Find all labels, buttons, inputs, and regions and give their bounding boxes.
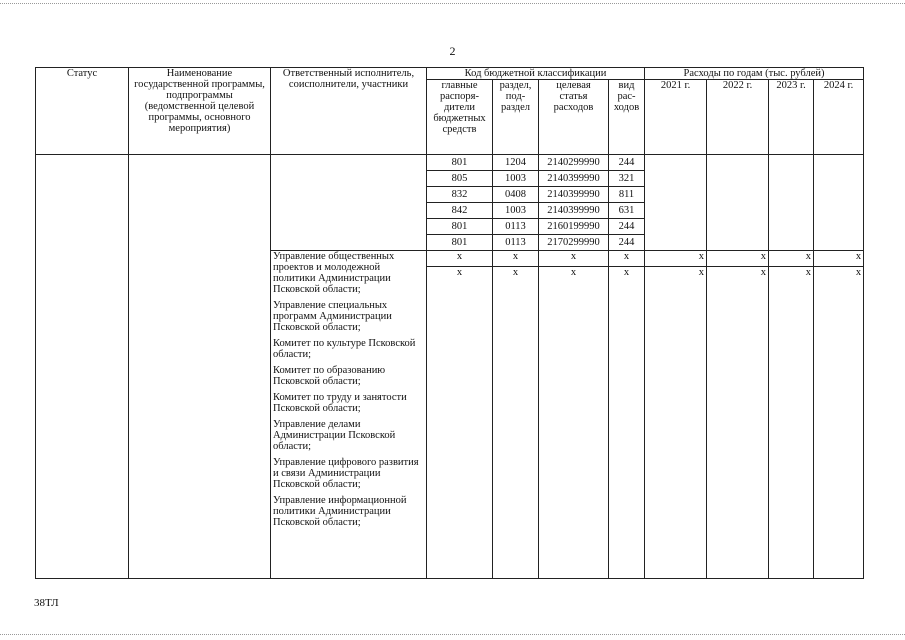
x-mark-2024: x [814,267,864,579]
x-mark-section: x [493,251,539,267]
header-responsible: Ответственный исполнитель, соисполнители, участники [271,68,427,155]
executor-item: Управление цифрового развития и связи Администрации Псковской области; [273,457,419,490]
footer-code: 38ТЛ [34,597,59,609]
year-2024-cell [814,155,864,251]
x-mark-2023: x [769,251,814,267]
x-mark-2023: x [769,267,814,579]
executor-item: Комитет по труду и занятости Псковской области; [273,392,407,414]
header-status: Статус [36,68,129,155]
type-cell: 244 [609,219,645,235]
header-expenses: Расходы по годам (тыс. рублей) [645,68,864,80]
section-cell: 0113 [493,235,539,251]
year-2023-cell [769,155,814,251]
section-cell: 1204 [493,155,539,171]
status-cell [36,155,129,579]
grbs-cell: 801 [427,219,493,235]
header-year-2022: 2022 г. [707,80,769,155]
target-cell: 2140399990 [539,187,609,203]
executor-item: Комитет по культуре Псковской области; [273,338,416,360]
section-cell: 1003 [493,171,539,187]
header-target: целевая статья расходов [539,80,609,155]
header-grbs: главные распоря-дители бюджетных средств [427,80,493,155]
x-mark-target: x [539,251,609,267]
target-cell: 2160199990 [539,219,609,235]
executor-item: Управление информационной политики Администрации Псковской области; [273,495,407,528]
x-mark-type: x [609,251,645,267]
type-cell: 631 [609,203,645,219]
year-2021-cell [645,155,707,251]
x-mark-section: x [493,267,539,579]
header-type: вид рас-ходов [609,80,645,155]
target-cell: 2170299990 [539,235,609,251]
grbs-cell: 842 [427,203,493,219]
header-name: Наименование государственной программы, подпрограммы (ведомственной целевой программы, основного мероприятия) [129,68,271,155]
grbs-cell: 801 [427,155,493,171]
type-cell: 321 [609,171,645,187]
header-budget-code: Код бюджетной классификации [427,68,645,80]
x-mark-type: x [609,267,645,579]
type-cell: 244 [609,155,645,171]
budget-table [35,67,864,579]
x-mark-2021: x [645,251,707,267]
x-mark-target: x [539,267,609,579]
type-cell: 244 [609,235,645,251]
x-mark-2022: x [707,267,769,579]
executor-item: Комитет по образованию Псковской области; [273,365,386,387]
header-section: раздел, под-раздел [493,80,539,155]
scan-artifact-bottom [0,634,905,635]
target-cell: 2140399990 [539,171,609,187]
executor-item: Управление общественных проектов и молодежной политики Администрации Псковской области; [273,251,395,295]
executor-item: Управление делами Администрации Псковской области; [273,419,396,452]
target-cell: 2140399990 [539,203,609,219]
x-mark-grbs: x [427,251,493,267]
x-mark-2024: x [814,251,864,267]
page-number: 2 [449,44,456,58]
section-cell: 0408 [493,187,539,203]
header-year-2024: 2024 г. [814,80,864,155]
table-row [36,155,864,171]
grbs-cell: 832 [427,187,493,203]
header-year-2021: 2021 г. [645,80,707,155]
grbs-cell: 801 [427,235,493,251]
name-cell [129,155,271,579]
x-mark-2022: x [707,251,769,267]
section-cell: 1003 [493,203,539,219]
year-2022-cell [707,155,769,251]
executor-item: Управление специальных программ Администрации Псковской области; [273,300,392,333]
type-cell: 811 [609,187,645,203]
header-row-1 [36,68,864,80]
x-mark-grbs: x [427,267,493,579]
scan-artifact-top [0,3,905,4]
responsible-cell-empty [271,155,427,251]
header-year-2023: 2023 г. [769,80,814,155]
x-mark-2021: x [645,267,707,579]
executors-cell [271,251,427,579]
target-cell: 2140299990 [539,155,609,171]
grbs-cell: 805 [427,171,493,187]
section-cell: 0113 [493,219,539,235]
